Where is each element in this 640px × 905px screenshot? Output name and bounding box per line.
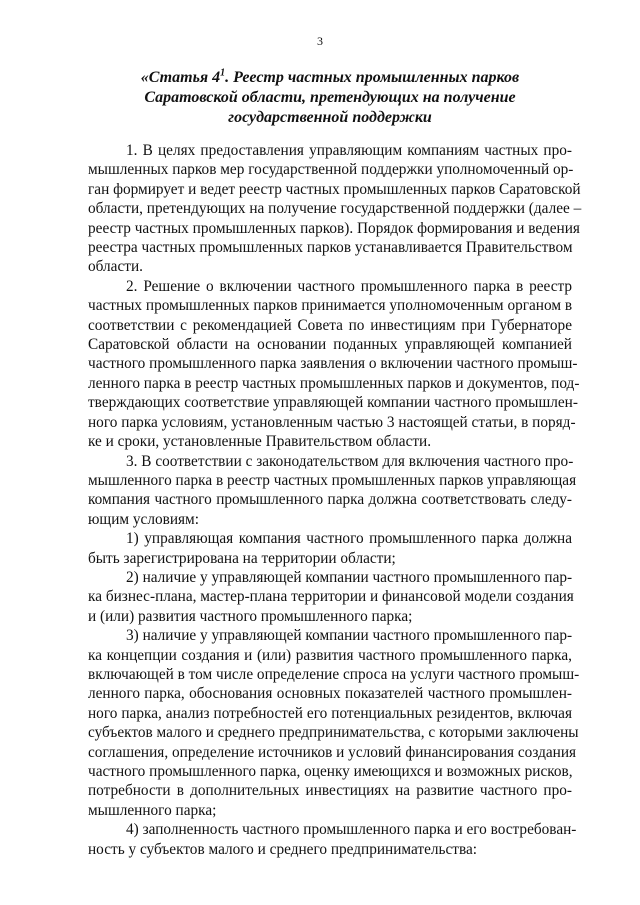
paragraph-line: компания частного промышленного парка должна соответствовать следу-: [88, 491, 572, 509]
paragraph-line: 4) заполненность частного промышленного парка и его востребован-: [126, 821, 577, 839]
paragraph-line: частных промышленных парков принимается уполномоченным органом в: [88, 297, 573, 315]
paragraph-line: мышленного парка;: [88, 801, 217, 819]
paragraph-line: 2. Решение о включении частного промышленного парка в реестр: [126, 277, 572, 295]
page-number: 3: [317, 34, 323, 48]
paragraph-line: тверждающих соответствие управляющей компании частного промышлен-: [88, 394, 578, 412]
paragraph: [88, 141, 582, 277]
paragraph-line: субъектов малого и среднего предпринимательства, с которыми заключены: [88, 724, 579, 742]
paragraph-line: частного промышленного парка, оценку имеющихся и возможных рисков,: [88, 763, 573, 780]
title-line-2: Саратовской области, претендующих на получение: [144, 89, 516, 106]
paragraph-line: ка бизнес-плана, мастер-плана территории и финансовой модели создания: [88, 588, 574, 606]
paragraph-line: ка концепции создания и (или) развития частного промышленного парка,: [88, 646, 572, 664]
paragraph-line: частного промышленного парка заявления о включении частного промыш-: [88, 355, 578, 373]
paragraph-line: 1. В целях предоставления управляющим компаниям частных про-: [126, 142, 572, 159]
article-body: [88, 141, 582, 859]
paragraph-line: и (или) развития частного промышленного парка;: [88, 607, 413, 625]
title-line-1-prefix: «Статья 4: [140, 69, 221, 86]
paragraph-line: ного парка, анализ потребностей его потенциальных резидентов, включая: [88, 704, 572, 722]
paragraph-line: 2) наличие у управляющей компании частного промышленного пар-: [126, 568, 573, 586]
paragraph-line: ность у субъектов малого и среднего предпринимательства:: [88, 840, 478, 858]
paragraph-line: включающей в том числе определение спроса на услуги частного промыш-: [88, 665, 580, 683]
paragraph-line: ленного парка в реестр частных промышленных парков и документов, под-: [88, 374, 580, 392]
paragraph-line: соглашения, определение источников и условий финансирования создания: [88, 743, 577, 761]
paragraph-line: быть зарегистрирована на территории области;: [88, 549, 396, 567]
paragraph-line: мышленных парков мер государственной поддержки уполномоченный ор-: [88, 161, 574, 179]
paragraph: [88, 820, 577, 859]
paragraph-line: ного парка условиям, установленным частью 3 настоящей статьи, в поряд-: [88, 413, 576, 431]
title-line-1-suffix: . Реестр частных промышленных парков: [225, 69, 520, 86]
paragraph-line: области, претендующих на получение государственной поддержки (далее –: [88, 200, 582, 218]
paragraph-line: реестр частных промышленных парков). Порядок формирования и ведения: [88, 219, 580, 237]
paragraph-line: области.: [88, 258, 143, 276]
paragraph-line: реестра частных промышленных парков устанавливается Правительством: [88, 239, 573, 257]
title-line-3: государственной поддержки: [228, 109, 432, 126]
paragraph-line: 3) наличие у управляющей компании частного промышленного пар-: [126, 627, 573, 645]
paragraph-line: потребности в дополнительных инвестициях на развитие частного про-: [88, 782, 572, 800]
paragraph-line: 3. В соответствии с законодательством для включения частного про-: [126, 452, 574, 470]
title-line-1: [100, 68, 560, 88]
paragraph-line: ющим условиям:: [88, 510, 199, 528]
paragraph-line: ке и сроки, установленные Правительством области.: [88, 433, 432, 451]
paragraph: [88, 452, 577, 530]
paragraph-line: ленного парка, обоснования основных показателей частного промышлен-: [88, 685, 572, 703]
paragraph: [88, 277, 580, 452]
paragraph: [88, 529, 572, 568]
title-superscript: 1: [220, 67, 226, 79]
article-title: [100, 68, 560, 128]
paragraph: [88, 568, 572, 626]
paragraph-line: 1) управляющая компания частного промышленного парка должна: [126, 530, 572, 548]
paragraph-line: мышленного парка в реестр частных промышленных парков управляющая: [88, 471, 577, 489]
paragraph-line: соответствии с рекомендацией Совета по инвестициям при Губернаторе: [88, 316, 572, 334]
paragraph-line: ган формирует и ведет реестр частных промышленных парков Саратовской: [88, 180, 581, 198]
paragraph-line: Саратовской области на основании поданных управляющей компанией: [88, 336, 572, 354]
paragraph: [88, 626, 580, 820]
